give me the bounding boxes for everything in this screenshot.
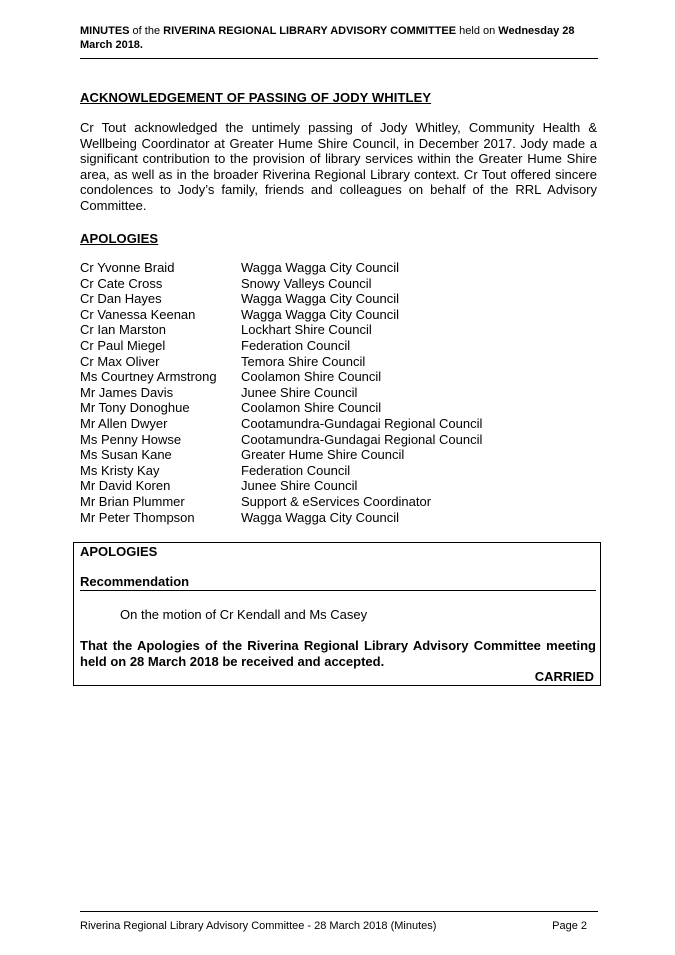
apology-org: Temora Shire Council [241, 353, 366, 369]
header-date-part2: March 2018. [80, 39, 143, 51]
apology-name: Cr Yvonne Braid [80, 260, 175, 275]
apology-row [80, 322, 597, 338]
apology-name: Cr Paul Miegel [80, 337, 166, 353]
apology-name: Mr Allen Dwyer [80, 415, 168, 431]
header-held-on: held on [456, 25, 499, 37]
acknowledgement-title: ACKNOWLEDGEMENT OF PASSING OF JODY WHITLEY [80, 90, 432, 105]
apology-name: Mr Brian Plummer [80, 493, 185, 509]
apology-row [80, 510, 597, 526]
apology-row [80, 432, 597, 448]
apology-name: Ms Courtney Armstrong [80, 369, 217, 385]
apology-name: Mr David Koren [80, 478, 171, 494]
apology-org: Coolamon Shire Council [241, 400, 382, 416]
apology-org: Cootamundra-Gundagai Regional Council [241, 415, 483, 431]
apology-org: Wagga Wagga City Council [241, 291, 399, 307]
apology-org: Wagga Wagga City Council [241, 260, 399, 275]
apology-name: Mr Peter Thompson [80, 509, 195, 525]
apology-row [80, 385, 597, 401]
page-header [80, 24, 598, 59]
apology-org: Greater Hume Shire Council [241, 447, 405, 463]
apology-name: Cr Cate Cross [80, 275, 163, 291]
apology-row [80, 291, 597, 307]
apology-org: Snowy Valleys Council [241, 275, 372, 291]
acknowledgement-text: Cr Tout acknowledged the untimely passing of Jody Whitley, Community Health & Wellbeing Coordinator at Greater Hume Shire Council, in December 2017. Jody made a significant contribution to the provision of library services within the Greater Hume Shire area, as well as in the broader Riverina Regional Library context. Cr Tout offered sincere condolences to Jody’s family, friends and colleagues on behalf of the RRL Advisory Committee. [80, 120, 597, 213]
apology-name: Cr Vanessa Keenan [80, 306, 196, 322]
apology-row [80, 416, 597, 432]
apology-row [80, 276, 597, 292]
apology-org: Federation Council [241, 462, 351, 478]
apology-org: Cootamundra-Gundagai Regional Council [241, 431, 483, 447]
apologies-title: APOLOGIES [80, 231, 159, 246]
apology-row [80, 478, 597, 494]
apology-name: Ms Kristy Kay [80, 462, 160, 478]
apology-name: Mr James Davis [80, 384, 174, 400]
header-date-part1: Wednesday 28 [498, 25, 575, 37]
header-committee: RIVERINA REGIONAL LIBRARY ADVISORY COMMITTEE [163, 25, 457, 37]
footer-title: Riverina Regional Library Advisory Committee - 28 March 2018 (Minutes) [80, 920, 437, 932]
apology-org: Support & eServices Coordinator [241, 493, 432, 509]
apology-org: Junee Shire Council [241, 478, 358, 494]
apologies-list [80, 260, 597, 525]
recommendation-label: Recommendation [80, 574, 596, 591]
apology-org: Lockhart Shire Council [241, 322, 372, 338]
apology-name: Cr Dan Hayes [80, 291, 162, 307]
apology-org: Coolamon Shire Council [241, 369, 382, 385]
apology-org: Wagga Wagga City Council [241, 306, 399, 322]
footer-divider [80, 911, 598, 912]
resolution-text: That the Apologies of the Riverina Regional Library Advisory Committee meeting held on 28 March 2018 be received and accepted. [80, 638, 596, 669]
apology-row [80, 307, 597, 323]
apology-row [80, 338, 597, 354]
apology-row [80, 494, 597, 510]
apology-org: Federation Council [241, 337, 351, 353]
apology-row [80, 463, 597, 479]
recommendation-box [73, 542, 601, 686]
apology-org: Wagga Wagga City Council [241, 509, 399, 525]
apology-row [80, 447, 597, 463]
apology-name: Mr Tony Donoghue [80, 400, 190, 416]
carried-status: CARRIED [534, 669, 594, 684]
apology-row [80, 260, 597, 276]
apology-row [80, 400, 597, 416]
header-of: of the [129, 25, 164, 37]
apology-name: Cr Max Oliver [80, 353, 160, 369]
header-prefix: MINUTES [80, 25, 130, 37]
apology-row [80, 354, 597, 370]
recommendation-box-title: APOLOGIES [80, 544, 158, 559]
apology-org: Junee Shire Council [241, 384, 358, 400]
apology-row [80, 369, 597, 385]
page-number: Page 2 [552, 920, 587, 932]
motion-text: On the motion of Cr Kendall and Ms Casey [120, 607, 368, 622]
apology-name: Cr Ian Marston [80, 322, 166, 338]
apology-name: Ms Susan Kane [80, 447, 172, 463]
apology-name: Ms Penny Howse [80, 431, 182, 447]
